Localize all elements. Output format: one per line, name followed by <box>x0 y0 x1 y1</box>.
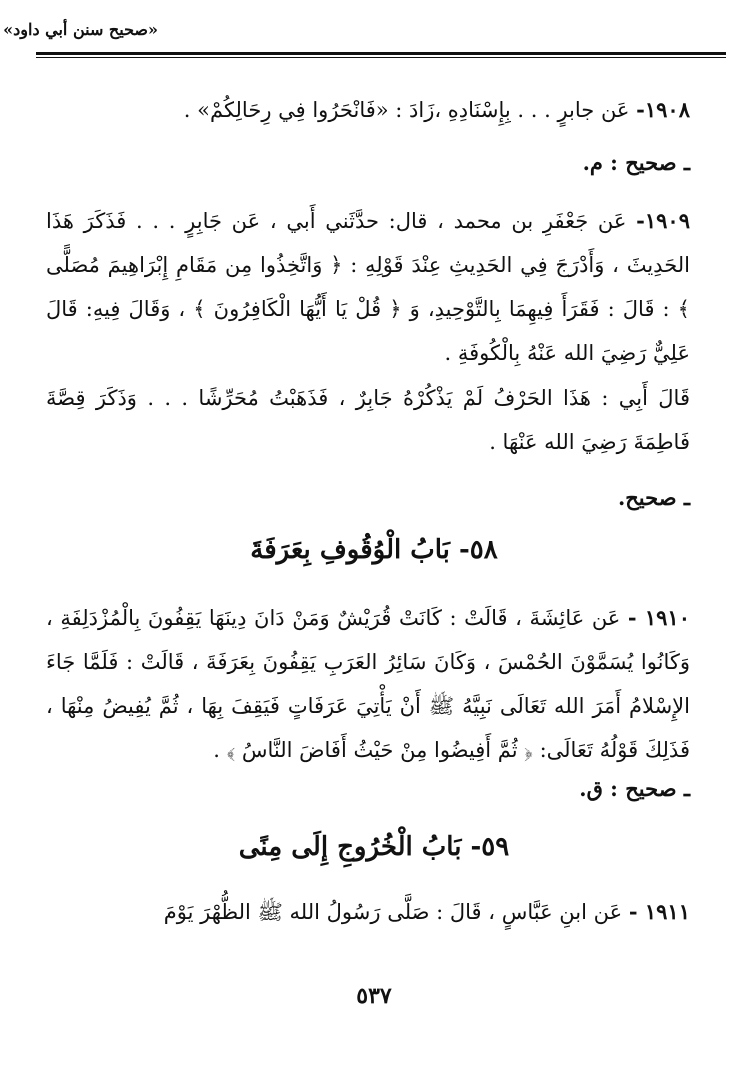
hadith-number: ١٩١٠ - <box>627 605 690 630</box>
hadith-1909-paragraph-1 <box>46 199 690 375</box>
hadith-1909-paragraph-2: قَالَ أَبِي : هَذَا الحَرْفُ لَمْ يَذْكُرْهُ جَابِرٌ ، فَذَهَبْتُ مُحَرِّشًا . . . وَذَكَرَ قِصَّةَ فَاطِمَةَ رَضِيَ الله عَنْهَا . <box>46 386 690 454</box>
hadith-1910 <box>46 596 690 772</box>
grading-1910: ـ صحيح : ق. <box>579 776 690 801</box>
page-number: ٥٣٧ <box>356 983 392 1009</box>
hadith-1908 <box>120 88 690 132</box>
grading-1908: ـ صحيح : م. <box>582 150 690 175</box>
hadith-text: عَن جابرٍ . . . بِإِسْنَادِهِ ،زَادَ : «فَانْحَرُوا فِي رِحَالِكُمْ» . <box>183 98 630 122</box>
chapter-heading-58: ٥٨- بَابُ الْوُقُوفِ بِعَرَفَةَ <box>250 535 498 565</box>
hadith-number: ١٩٠٨- <box>636 97 690 122</box>
header-rule-thin <box>36 57 726 58</box>
grading-1909: ـ صحيح. <box>617 485 690 510</box>
running-header-title: «صحيح سنن أبي داود» <box>3 20 158 39</box>
hadith-text: عَن جَعْفَرِ بن محمد ، قال: حدَّثَني أَبي ، عَن جَابِرٍ . . . فَذَكَرَ هَذَا الحَدِيثَ ، وَأَدْرَجَ فِي الحَدِيثِ عِنْدَ قَوْلِهِ : ﴿ وَاتَّخِذُوا مِن مَقَامِ إِبْرَاهِيمَ مُصَلًّى ﴾ : قَالَ : فَقَرَأَ فِيهِمَا بِالتَّوْحِيدِ، وَ ﴿ قُلْ يَا أَيُّهَا الْكَافِرُونَ ﴾ ، وَقَالَ فِيهِ: قَالَ عَلِيٌّ رَضِيَ الله عَنْهُ بِالْكُوفَةِ . <box>46 209 690 365</box>
chapter-heading-59: ٥٩- بَابُ الْخُرُوجِ إِلَى مِنًى <box>238 832 510 862</box>
hadith-text: عَن عَائِشَةَ ، قَالَتْ : كَانَتْ قُرَيْشٌ وَمَنْ دَانَ دِينَهَا يَقِفُونَ بِالْمُزْدَلِفَةِ ، وَكَانُوا يُسَمَّوْنَ الحُمْسَ ، وَكَانَ سَائِرُ العَرَبِ يَقِفُونَ بِعَرَفَةَ ، قَالَتْ : فَلَمَّا جَاءَ الإِسْلامُ أَمَرَ الله تَعَالَى نَبِيَّهُ ﷺ أَنْ يَأْتِيَ عَرَفَاتٍ فَيَقِفَ بِهَا ، ثُمَّ يُفِيضُ مِنْهَا ، فَذَلِكَ قَوْلُهُ تَعَالَى: ﴿ ثُمَّ أَفِيضُوا مِنْ حَيْثُ أَفَاضَ النَّاسُ ﴾ . <box>46 606 690 762</box>
hadith-number: ١٩٠٩- <box>636 208 690 233</box>
hadith-text: عَن ابنِ عَبَّاسٍ ، قَالَ : صَلَّى رَسُولُ الله ﷺ الظُّهْرَ يَوْمَ <box>163 900 623 924</box>
header-rule-thick <box>36 52 726 55</box>
hadith-number: ١٩١١ - <box>628 899 690 924</box>
hadith-1911 <box>46 890 690 934</box>
